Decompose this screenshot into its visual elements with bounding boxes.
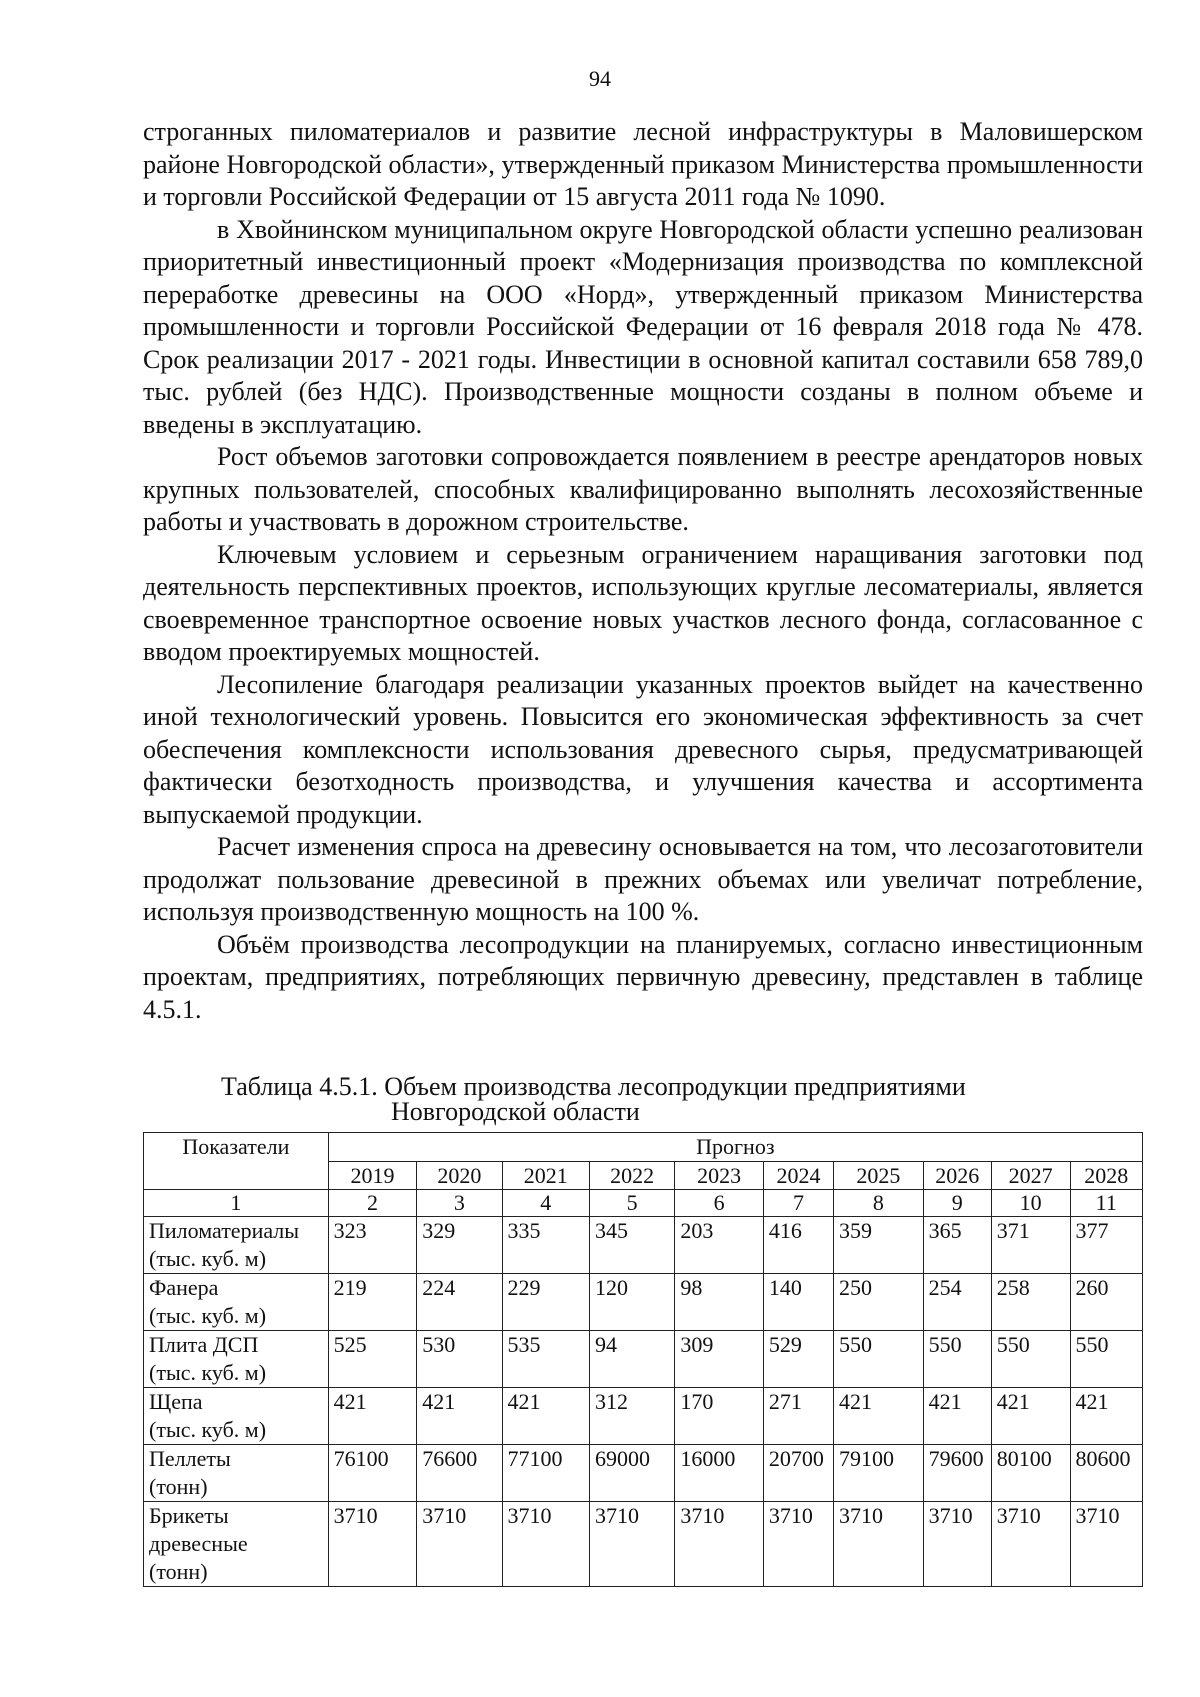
table-cell: 416 (763, 1217, 833, 1274)
table-cell: 421 (328, 1388, 417, 1445)
header-year: 2019 (328, 1162, 417, 1190)
table-cell: 421 (417, 1388, 502, 1445)
table-cell: 76100 (328, 1445, 417, 1502)
row-label-line: Брикеты (149, 1503, 229, 1528)
header-indicator: Показатели (144, 1133, 329, 1190)
row-label (144, 1274, 329, 1331)
row-label (144, 1502, 329, 1587)
table-cell: 371 (991, 1217, 1070, 1274)
table-cell: 529 (763, 1331, 833, 1388)
column-number: 1 (144, 1190, 329, 1217)
table-cell: 535 (502, 1331, 589, 1388)
table-caption-line: Таблица 4.5.1. Объем производства лесопродукции предприятиями (221, 1072, 966, 1101)
table-cell: 80600 (1070, 1445, 1142, 1502)
row-label (144, 1331, 329, 1388)
table-cell: 550 (834, 1331, 924, 1388)
production-table (143, 1132, 1143, 1587)
table-cell: 271 (763, 1388, 833, 1445)
table-row (144, 1217, 1143, 1274)
table-cell: 260 (1070, 1274, 1142, 1331)
row-label-line: (тыс. куб. м) (149, 1360, 267, 1385)
table-cell: 203 (675, 1217, 764, 1274)
paragraph: Рост объемов заготовки сопровождается появлением в реестре арендаторов новых крупных пользователей, способных квалифицированно выполнять лесохозяйственные работы и участвовать в дорожном строительстве. (143, 442, 1143, 536)
table-cell: 16000 (675, 1445, 764, 1502)
table-cell: 3710 (328, 1502, 417, 1587)
column-number: 11 (1070, 1190, 1142, 1217)
table-cell: 229 (502, 1274, 589, 1331)
column-number: 6 (675, 1190, 764, 1217)
paragraph: строганных пиломатериалов и развитие лесной инфраструктуры в Маловишерском районе Новгородской области», утвержденный приказом Министерства промышленности и торговли Российской Федерации от 15 августа 2011 года № 1090. (143, 117, 1143, 211)
column-number: 7 (763, 1190, 833, 1217)
table-cell: 312 (590, 1388, 675, 1445)
table-cell: 345 (590, 1217, 675, 1274)
row-label-line: Фанера (149, 1275, 219, 1300)
row-label-line: (тыс. куб. м) (149, 1303, 267, 1328)
row-label-line: Щепа (149, 1389, 203, 1414)
table-cell: 69000 (590, 1445, 675, 1502)
table-cell: 77100 (502, 1445, 589, 1502)
column-number: 8 (834, 1190, 924, 1217)
table-cell: 421 (834, 1388, 924, 1445)
header-year: 2022 (590, 1162, 675, 1190)
row-label-line: Пиломатериалы (149, 1218, 300, 1243)
table-cell: 76600 (417, 1445, 502, 1502)
paragraph: Расчет изменения спроса на древесину основывается на том, что лесозаготовители продолжат пользование древесиной в прежних объемах или увеличат потребление, используя производственную мощность на 100 %. (143, 832, 1143, 926)
table-cell: 120 (590, 1274, 675, 1331)
table-row (144, 1445, 1143, 1502)
table-cell: 530 (417, 1331, 502, 1388)
table-cell: 140 (763, 1274, 833, 1331)
table-cell: 377 (1070, 1217, 1142, 1274)
table-cell: 3710 (834, 1502, 924, 1587)
table-cell: 550 (923, 1331, 991, 1388)
column-number: 10 (991, 1190, 1070, 1217)
table-cell: 3710 (675, 1502, 764, 1587)
column-number: 2 (328, 1190, 417, 1217)
row-label-line: (тыс. куб. м) (149, 1417, 267, 1442)
table-row (144, 1388, 1143, 1445)
table-row (144, 1502, 1143, 1587)
table-cell: 359 (834, 1217, 924, 1274)
header-year: 2026 (923, 1162, 991, 1190)
table-cell: 421 (923, 1388, 991, 1445)
column-number: 5 (590, 1190, 675, 1217)
row-label-line: (тонн) (149, 1474, 208, 1499)
table-cell: 219 (328, 1274, 417, 1331)
table-cell: 98 (675, 1274, 764, 1331)
table-cell: 20700 (763, 1445, 833, 1502)
header-year: 2021 (502, 1162, 589, 1190)
paragraph: Ключевым условием и серьезным ограничением наращивания заготовки под деятельность перспективных проектов, использующих круглые лесоматериалы, является своевременное транспортное освоение новых участков лесного фонда, согласованное с вводом проектируемых мощностей. (143, 539, 1143, 666)
row-label-line: (тыс. куб. м) (149, 1246, 267, 1271)
table-row (144, 1274, 1143, 1331)
header-forecast: Прогноз (328, 1133, 1142, 1162)
row-label (144, 1388, 329, 1445)
table-cell: 79100 (834, 1445, 924, 1502)
page-number: 94 (589, 66, 611, 91)
body-text (143, 116, 1143, 1026)
header-year: 2027 (991, 1162, 1070, 1190)
table-caption-line: Новгородской области (391, 1097, 640, 1126)
table-cell: 170 (675, 1388, 764, 1445)
table-cell: 421 (502, 1388, 589, 1445)
table-cell: 3710 (502, 1502, 589, 1587)
row-label (144, 1445, 329, 1502)
table-cell: 254 (923, 1274, 991, 1331)
table-cell: 329 (417, 1217, 502, 1274)
header-year: 2020 (417, 1162, 502, 1190)
table-cell: 3710 (763, 1502, 833, 1587)
table-cell: 365 (923, 1217, 991, 1274)
column-number: 3 (417, 1190, 502, 1217)
header-year: 2024 (763, 1162, 833, 1190)
table-row (144, 1331, 1143, 1388)
table-cell: 3710 (923, 1502, 991, 1587)
table-header-row (144, 1133, 1143, 1162)
paragraph: в Хвойнинском муниципальном округе Новгородской области успешно реализован приоритетный инвестиционный проект «Модернизация производства по комплексной переработке древесины на ООО «Норд», утвержденный приказом Министерства промышленности и торговли Российской Федерации от 16 февраля 2018 года № 478. Срок реализации 2017 - 2021 годы. Инвестиции в основной капитал составили 658 789,0 тыс. рублей (без НДС). Производственные мощности созданы в полном объеме и введены в эксплуатацию. (143, 214, 1143, 439)
table-cell: 335 (502, 1217, 589, 1274)
row-label-line: (тонн) (149, 1559, 208, 1584)
row-label (144, 1217, 329, 1274)
table-cell: 3710 (1070, 1502, 1142, 1587)
table-cell: 525 (328, 1331, 417, 1388)
table-cell: 550 (991, 1331, 1070, 1388)
header-year: 2028 (1070, 1162, 1142, 1190)
table-cell: 3710 (417, 1502, 502, 1587)
table-cell: 258 (991, 1274, 1070, 1331)
row-label-line: древесные (149, 1531, 248, 1556)
table-cell: 309 (675, 1331, 764, 1388)
table-cell: 550 (1070, 1331, 1142, 1388)
header-year: 2025 (834, 1162, 924, 1190)
table-body (144, 1217, 1143, 1587)
row-label-line: Пеллеты (149, 1446, 231, 1471)
header-year: 2023 (675, 1162, 764, 1190)
column-number: 9 (923, 1190, 991, 1217)
table-cell: 323 (328, 1217, 417, 1274)
paragraph: Лесопиление благодаря реализации указанных проектов выйдет на качественно иной технологический уровень. Повысится его экономическая эффективность за счет обеспечения комплексности использования древесного сырья, предусматривающей фактически безотходность производства, и улучшения качества и ассортимента выпускаемой продукции. (143, 669, 1143, 829)
table-cell: 3710 (991, 1502, 1070, 1587)
table-cell: 94 (590, 1331, 675, 1388)
table-cell: 80100 (991, 1445, 1070, 1502)
table-cell: 250 (834, 1274, 924, 1331)
table-cell: 3710 (590, 1502, 675, 1587)
table-cell: 79600 (923, 1445, 991, 1502)
column-number: 4 (502, 1190, 589, 1217)
table-cell: 421 (991, 1388, 1070, 1445)
table-cell: 224 (417, 1274, 502, 1331)
paragraph: Объём производства лесопродукции на планируемых, согласно инвестиционным проектам, предприятиях, потребляющих первичную древесину, представлен в таблице 4.5.1. (143, 929, 1143, 1024)
table-cell: 421 (1070, 1388, 1142, 1445)
row-label-line: Плита ДСП (149, 1332, 259, 1357)
table-caption (143, 1074, 1143, 1124)
table-index-row (144, 1190, 1143, 1217)
